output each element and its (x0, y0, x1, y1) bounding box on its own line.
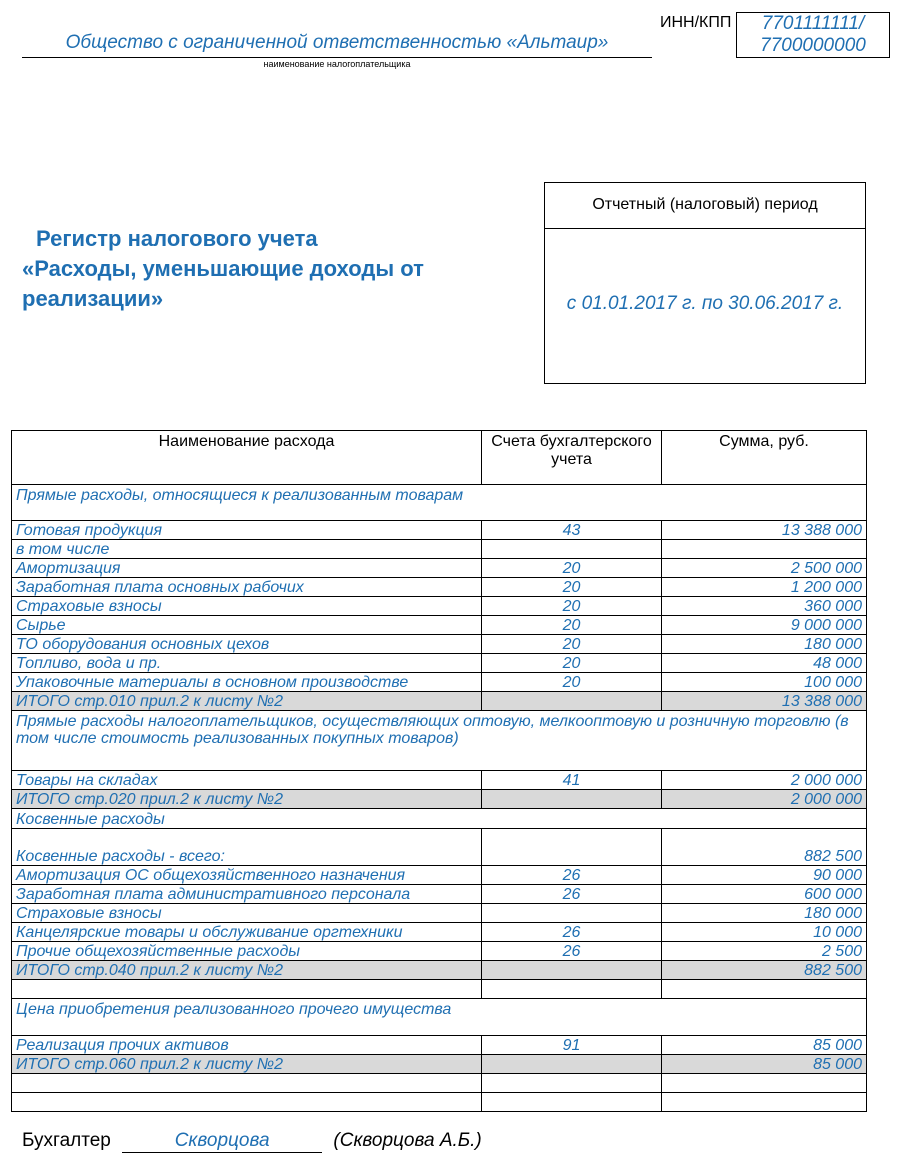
total-row (12, 1055, 867, 1074)
sum-cell: 2 500 (662, 942, 867, 961)
expense-name-cell: Амортизация ОС общехозяйственного назначения (12, 866, 482, 885)
section-row (12, 485, 867, 521)
account-cell: 26 (482, 923, 662, 942)
expense-name-cell: ИТОГО стр.020 прил.2 к листу №2 (12, 790, 482, 809)
section-title: Цена приобретения реализованного прочего имущества (12, 999, 867, 1036)
signature-decoding: (Скворцова А.Б.) (333, 1130, 482, 1151)
section-row (12, 711, 867, 771)
sum-cell (662, 540, 867, 559)
table-row (12, 829, 867, 866)
total-row (12, 692, 867, 711)
expense-name-cell: Прочие общехозяйственные расходы (12, 942, 482, 961)
sum-cell: 1 200 000 (662, 578, 867, 597)
sum-cell: 2 500 000 (662, 559, 867, 578)
signature-line (122, 1130, 322, 1153)
account-cell: 20 (482, 559, 662, 578)
sum-cell: 882 500 (662, 829, 867, 866)
table-row (12, 866, 867, 885)
account-cell: 43 (482, 521, 662, 540)
header-sum: Сумма, руб. (662, 431, 867, 485)
period-value: с 01.01.2017 г. по 30.06.2017 г. (566, 293, 844, 314)
sum-cell: 85 000 (662, 1055, 867, 1074)
expense-name-cell: ИТОГО стр.060 прил.2 к листу №2 (12, 1055, 482, 1074)
account-cell (482, 904, 662, 923)
expense-name-cell: Товары на складах (12, 771, 482, 790)
expense-name-cell: Реализация прочих активов (12, 1036, 482, 1055)
header-accounts: Счета бухгалтерского учета (482, 431, 662, 485)
sum-cell: 2 000 000 (662, 771, 867, 790)
account-cell (482, 1074, 662, 1093)
expense-name-cell: Заработная плата административного персонала (12, 885, 482, 904)
table-row (12, 1093, 867, 1112)
organization-caption: наименование налогоплательщика (263, 59, 411, 69)
section-title: Прямые расходы налогоплательщиков, осуществляющих оптовую, мелкооптовую и розничную торговлю (в том числе стоимость реализованных покупных товаров) (12, 711, 867, 771)
organization-underline (22, 57, 652, 58)
account-cell: 26 (482, 866, 662, 885)
title-line-2: «Расходы, уменьшающие доходы от (22, 256, 424, 281)
register-title (22, 224, 522, 314)
inn-value: 7701111111/ (761, 13, 865, 34)
sum-cell: 360 000 (662, 597, 867, 616)
table-row (12, 521, 867, 540)
total-row (12, 790, 867, 809)
account-cell: 20 (482, 673, 662, 692)
account-cell: 20 (482, 616, 662, 635)
expense-name-cell: ТО оборудования основных цехов (12, 635, 482, 654)
account-cell (482, 961, 662, 980)
account-cell: 26 (482, 885, 662, 904)
period-label: Отчетный (налоговый) период (545, 183, 865, 229)
expense-name-cell: ИТОГО стр.010 прил.2 к листу №2 (12, 692, 482, 711)
expense-name-cell: Упаковочные материалы в основном производстве (12, 673, 482, 692)
table-row (12, 904, 867, 923)
sum-cell: 882 500 (662, 961, 867, 980)
expense-name-cell: Сырье (12, 616, 482, 635)
sum-cell (662, 1093, 867, 1112)
sum-cell: 2 000 000 (662, 790, 867, 809)
sum-cell: 100 000 (662, 673, 867, 692)
sum-cell (662, 1074, 867, 1093)
total-row (12, 961, 867, 980)
section-title: Косвенные расходы (12, 809, 867, 829)
expense-name-cell: Канцелярские товары и обслуживание оргтехники (12, 923, 482, 942)
table-row (12, 559, 867, 578)
title-line-1: Регистр налогового учета (36, 226, 318, 251)
account-cell (482, 790, 662, 809)
table-row (12, 1074, 867, 1093)
sum-cell: 85 000 (662, 1036, 867, 1055)
expense-name-cell: Амортизация (12, 559, 482, 578)
expense-name-cell: Косвенные расходы - всего: (12, 829, 482, 866)
table-row (12, 597, 867, 616)
signature-block (22, 1130, 482, 1153)
title-line-3: реализации» (22, 286, 164, 311)
sum-cell: 13 388 000 (662, 521, 867, 540)
signature: Скворцова (174, 1130, 270, 1151)
table-row (12, 635, 867, 654)
account-cell: 41 (482, 771, 662, 790)
expense-name-cell: в том числе (12, 540, 482, 559)
sum-cell: 600 000 (662, 885, 867, 904)
account-cell (482, 1093, 662, 1112)
expense-name-cell (12, 980, 482, 999)
expense-name-cell: Страховые взносы (12, 597, 482, 616)
table-row (12, 673, 867, 692)
account-cell: 26 (482, 942, 662, 961)
table-row (12, 540, 867, 559)
section-row (12, 809, 867, 829)
account-cell (482, 829, 662, 866)
table-row (12, 923, 867, 942)
section-row (12, 999, 867, 1036)
table-row (12, 1036, 867, 1055)
inn-kpp-label: ИНН/КПП (660, 14, 732, 31)
sum-cell: 9 000 000 (662, 616, 867, 635)
section-title: Прямые расходы, относящиеся к реализованным товарам (12, 485, 867, 521)
table-row (12, 578, 867, 597)
header-expense-name: Наименование расхода (12, 431, 482, 485)
expense-name-cell (12, 1093, 482, 1112)
account-cell: 20 (482, 597, 662, 616)
account-cell (482, 980, 662, 999)
sum-cell (662, 980, 867, 999)
table-row (12, 616, 867, 635)
sum-cell: 180 000 (662, 904, 867, 923)
organization-name: Общество с ограниченной ответственностью «Альтаир» (65, 32, 609, 53)
expense-name-cell (12, 1074, 482, 1093)
account-cell: 20 (482, 578, 662, 597)
period-box (544, 182, 866, 384)
expense-name-cell: ИТОГО стр.040 прил.2 к листу №2 (12, 961, 482, 980)
expense-name-cell: Топливо, вода и пр. (12, 654, 482, 673)
account-cell: 20 (482, 635, 662, 654)
kpp-value: 7700000000 (760, 35, 866, 56)
sum-cell: 48 000 (662, 654, 867, 673)
inn-kpp-box (736, 12, 890, 58)
account-cell (482, 692, 662, 711)
table-row (12, 771, 867, 790)
account-cell: 20 (482, 654, 662, 673)
table-row (12, 885, 867, 904)
sum-cell: 90 000 (662, 866, 867, 885)
sum-cell: 180 000 (662, 635, 867, 654)
expense-register-table (11, 430, 867, 1112)
table-row (12, 980, 867, 999)
account-cell (482, 1055, 662, 1074)
table-header-row (12, 431, 867, 485)
table-row (12, 942, 867, 961)
signer-role: Бухгалтер (22, 1130, 111, 1151)
expense-name-cell: Страховые взносы (12, 904, 482, 923)
expense-name-cell: Заработная плата основных рабочих (12, 578, 482, 597)
account-cell (482, 540, 662, 559)
sum-cell: 13 388 000 (662, 692, 867, 711)
account-cell: 91 (482, 1036, 662, 1055)
sum-cell: 10 000 (662, 923, 867, 942)
expense-name-cell: Готовая продукция (12, 521, 482, 540)
table-row (12, 654, 867, 673)
